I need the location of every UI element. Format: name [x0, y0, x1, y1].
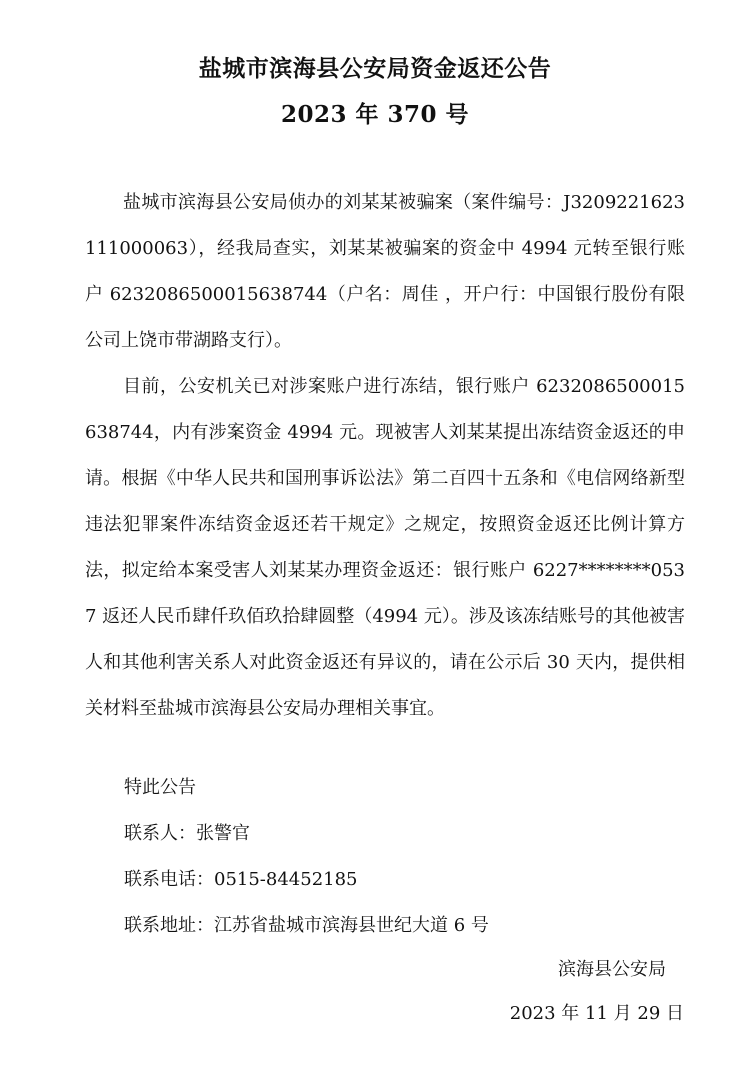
notice-title: 盐城市滨海县公安局资金返还公告: [198, 55, 552, 82]
contact-address: 联系地址：江苏省盐城市滨海县世纪大道 6 号: [124, 915, 489, 936]
contact-person: 联系人：张警官: [124, 823, 250, 844]
closing-notice: 特此公告: [124, 777, 196, 798]
contact-phone: 联系电话：0515-84452185: [124, 869, 358, 890]
body-paragraph-2: 目前，公安机关已对涉案账户进行冻结，银行账户 6232086500015638744，内有涉案资金 4994 元。现被害人刘某某提出冻结资金返还的申请。根据《中华人民共和国刑事诉讼法》第二百四十五条和《电信网络新型违法犯罪案件冻结资金返还若干规定》之规定，按照资金返还比例计算方法，拟定给本案受害人刘某某办理资金返还：银行账户 6227********0537 返还人民币肆仟玖佰玖拾肆圆整（4994 元）。涉及该冻结账号的其他被害人和其他利害关系人对此资金返还有异议的，请在公示后 30 天内，提供相关材料至盐城市滨海县公安局办理相关事宜。: [85, 376, 685, 719]
issue-date: 2023 年 11 月 29 日: [509, 1003, 684, 1024]
notice-number: 2023 年 370 号: [280, 101, 470, 128]
issuer-name: 滨海县公安局: [558, 959, 666, 980]
body-paragraph-1: 盐城市滨海县公安局侦办的刘某某被骗案（案件编号：J3209221623111000063），经我局查实，刘某某被骗案的资金中 4994 元转至银行账户 6232086500015638744（户名：周佳 ，开户行：中国银行股份有限公司上饶市带湖路支行）。: [85, 192, 685, 351]
